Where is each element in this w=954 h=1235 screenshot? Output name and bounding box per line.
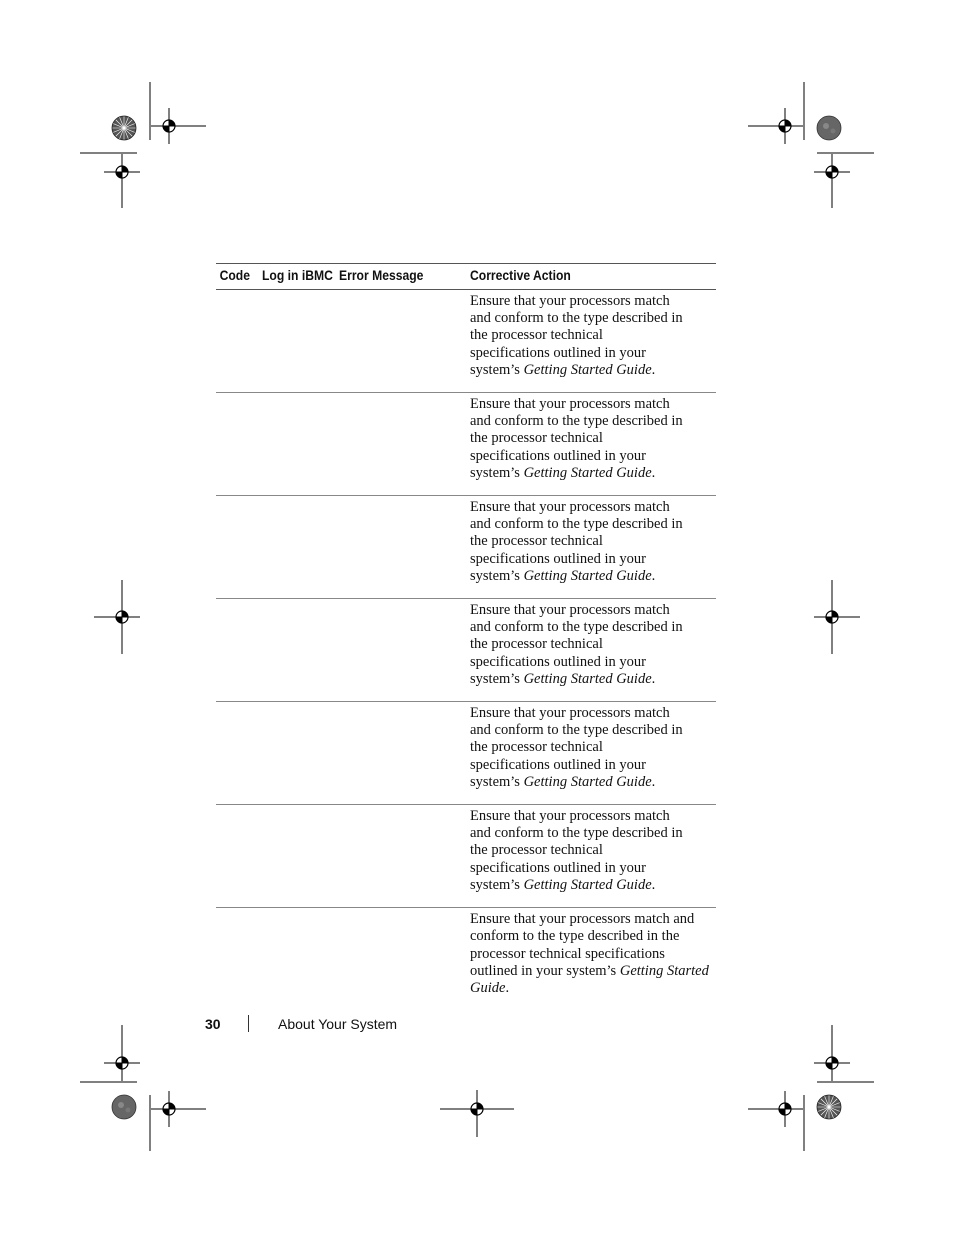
action-line: and conform to the type described in — [470, 516, 683, 533]
cell-corrective-action — [470, 702, 716, 805]
action-line — [470, 465, 716, 482]
cell-code — [216, 393, 262, 496]
action-line — [470, 568, 716, 585]
cell-error — [339, 599, 470, 702]
action-line: Ensure that your processors match and — [470, 911, 695, 928]
action-line: Ensure that your processors match — [470, 705, 670, 722]
cell-corrective-action — [470, 599, 716, 702]
cell-error — [339, 805, 470, 908]
table-header-row — [216, 264, 716, 290]
cell-corrective-action — [470, 805, 716, 908]
guide-title: Getting Started Guide — [523, 361, 652, 378]
table-body — [216, 290, 716, 1011]
action-tail-prefix: system’s — [470, 773, 524, 790]
cell-error — [339, 702, 470, 805]
action-line: specifications outlined in your — [470, 859, 646, 876]
cell-corrective-action — [470, 908, 716, 1011]
guide-title: Guide — [470, 979, 506, 996]
action-line: Ensure that your processors match — [470, 293, 670, 309]
cell-corrective-action — [470, 496, 716, 599]
action-tail-suffix: . — [651, 876, 656, 893]
action-line: specifications outlined in your — [470, 344, 646, 361]
footer-divider — [248, 1015, 249, 1032]
header-code: Code — [216, 264, 257, 290]
action-line: specifications outlined in your — [470, 756, 646, 773]
cell-code — [216, 805, 262, 908]
cell-log — [262, 496, 339, 599]
cell-log — [262, 393, 339, 496]
action-tail-prefix: system’s — [470, 876, 524, 893]
page-number: 30 — [205, 1016, 221, 1032]
action-line: specifications outlined in your — [470, 653, 646, 670]
cell-corrective-action — [470, 393, 716, 496]
cell-error — [339, 290, 470, 393]
cell-code — [216, 599, 262, 702]
action-line — [470, 774, 716, 791]
action-tail-suffix: . — [505, 979, 510, 996]
action-line: specifications outlined in your — [470, 550, 646, 567]
cell-error — [339, 393, 470, 496]
cell-log — [262, 908, 339, 1011]
action-line — [470, 671, 716, 688]
action-line: and conform to the type described in — [470, 722, 683, 739]
action-line: the processor technical — [470, 636, 603, 653]
action-line: the processor technical — [470, 533, 603, 550]
header-error-message: Error Message — [339, 264, 457, 290]
table-row — [216, 805, 716, 908]
action-line: and conform to the type described in — [470, 619, 683, 636]
header-corrective-action: Corrective Action — [470, 264, 691, 290]
action-line: the processor technical — [470, 739, 603, 756]
action-line: Ensure that your processors match — [470, 602, 670, 619]
action-tail-prefix: system’s — [470, 361, 524, 378]
action-line: specifications outlined in your — [470, 447, 646, 464]
table-row — [216, 702, 716, 805]
action-line: and conform to the type described in — [470, 413, 683, 430]
action-tail-suffix: . — [651, 670, 656, 687]
table-row — [216, 908, 716, 1011]
cell-code — [216, 908, 262, 1011]
action-line — [470, 362, 716, 379]
action-tail-prefix: system’s — [470, 567, 524, 584]
action-line: the processor technical — [470, 430, 603, 447]
action-tail-prefix: outlined in your system’s — [470, 962, 620, 979]
action-line — [470, 963, 716, 980]
action-tail-prefix: system’s — [470, 670, 524, 687]
guide-title: Getting Started Guide — [523, 567, 652, 584]
cell-log — [262, 702, 339, 805]
cell-code — [216, 496, 262, 599]
section-title: About Your System — [278, 1016, 398, 1032]
cell-error — [339, 496, 470, 599]
cell-code — [216, 290, 262, 393]
action-line: processor technical specifications — [470, 945, 665, 962]
action-tail-prefix: system’s — [470, 464, 524, 481]
guide-title: Getting Started Guide — [523, 670, 652, 687]
action-line: and conform to the type described in — [470, 310, 683, 327]
action-tail-suffix: . — [651, 773, 656, 790]
table-row — [216, 393, 716, 496]
guide-title: Getting Started Guide — [523, 464, 652, 481]
action-line — [470, 980, 716, 997]
cell-log — [262, 290, 339, 393]
action-line: conform to the type described in the — [470, 928, 680, 945]
action-line — [470, 877, 716, 894]
guide-title: Getting Started — [619, 962, 709, 979]
table-row — [216, 599, 716, 702]
table-row — [216, 290, 716, 393]
cell-log — [262, 805, 339, 908]
action-line: Ensure that your processors match — [470, 396, 670, 413]
header-log-in-ibmc: Log in iBMC — [262, 264, 331, 290]
cell-error — [339, 908, 470, 1011]
action-line: Ensure that your processors match — [470, 808, 670, 825]
action-tail-suffix: . — [651, 567, 656, 584]
guide-title: Getting Started Guide — [523, 876, 652, 893]
cell-code — [216, 702, 262, 805]
action-line: the processor technical — [470, 842, 603, 859]
cell-corrective-action — [470, 290, 716, 393]
cell-log — [262, 599, 339, 702]
action-tail-suffix: . — [651, 361, 656, 378]
guide-title: Getting Started Guide — [523, 773, 652, 790]
error-code-table — [216, 263, 716, 1010]
table-row — [216, 496, 716, 599]
action-line: Ensure that your processors match — [470, 499, 670, 516]
action-tail-suffix: . — [651, 464, 656, 481]
action-line: the processor technical — [470, 327, 603, 344]
action-line: and conform to the type described in — [470, 825, 683, 842]
